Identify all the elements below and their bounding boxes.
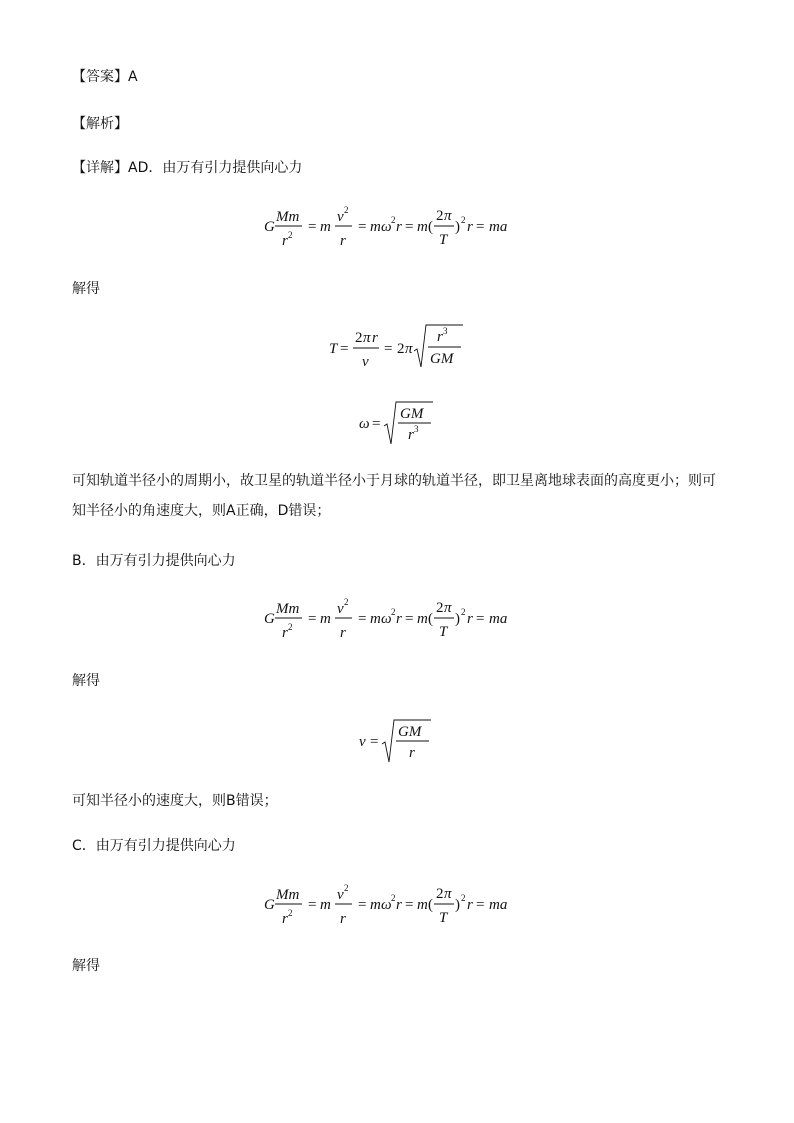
svg-text:2: 2 — [461, 215, 466, 225]
svg-text:ω: ω — [381, 611, 392, 627]
svg-text:=: = — [308, 219, 317, 235]
svg-text:G: G — [264, 611, 275, 627]
svg-text:2: 2 — [436, 886, 444, 902]
svg-text:r: r — [396, 611, 402, 627]
svg-text:r: r — [409, 745, 415, 761]
svg-text:(: ( — [428, 897, 433, 913]
equation-omega — [0, 392, 794, 452]
svg-text:Mm: Mm — [276, 601, 300, 617]
svg-text:r: r — [396, 219, 402, 235]
equation-velocity — [0, 710, 794, 770]
svg-text:π: π — [444, 208, 452, 224]
svg-text:2: 2 — [436, 208, 444, 224]
svg-text:m: m — [417, 611, 428, 627]
svg-text:m: m — [320, 219, 331, 235]
svg-text:r: r — [282, 625, 288, 641]
svg-text:=: = — [384, 341, 393, 357]
svg-text:r: r — [467, 219, 473, 235]
svg-text:v: v — [337, 209, 344, 225]
svg-text:ω: ω — [381, 219, 392, 235]
answer-label: 【答案】 — [72, 69, 128, 85]
detail-line — [72, 157, 302, 177]
svg-text:π: π — [405, 341, 413, 357]
svg-text:=: = — [405, 219, 414, 235]
svg-text:ma: ma — [489, 611, 508, 627]
svg-text:): ) — [455, 897, 460, 913]
detail-label: 【详解】 — [72, 160, 128, 176]
equation-gravity-svg — [262, 196, 532, 256]
svg-text:r: r — [467, 897, 473, 913]
svg-text:ma: ma — [489, 219, 508, 235]
svg-text:v: v — [337, 601, 344, 617]
equation-velocity-svg — [357, 710, 437, 770]
svg-text:v: v — [337, 887, 344, 903]
analysis-label: 【解析】 — [72, 116, 128, 132]
option-c-intro: C．由万有引力提供向心力 — [72, 838, 236, 854]
svg-text:2: 2 — [397, 341, 405, 357]
svg-text:π: π — [444, 600, 452, 616]
svg-text:=: = — [405, 897, 414, 913]
svg-text:T: T — [439, 232, 448, 248]
equation-gravity-c-svg — [262, 874, 532, 934]
svg-text:2: 2 — [344, 883, 349, 893]
svg-text:(: ( — [428, 611, 433, 627]
svg-text:2: 2 — [344, 597, 349, 607]
svg-text:r: r — [282, 911, 288, 927]
svg-text:2: 2 — [288, 230, 293, 240]
svg-text:m: m — [320, 611, 331, 627]
svg-text:=: = — [370, 734, 379, 750]
svg-text:r: r — [340, 625, 346, 641]
svg-text:2: 2 — [355, 330, 363, 346]
equation-period-svg — [327, 318, 467, 378]
svg-text:=: = — [340, 341, 349, 357]
conclusion-b: 可知半径小的速度大，则B错误； — [72, 793, 278, 809]
svg-text:m: m — [417, 219, 428, 235]
svg-text:2: 2 — [344, 205, 349, 215]
answer-line — [72, 66, 138, 86]
svg-text:π: π — [444, 886, 452, 902]
svg-text:ω: ω — [381, 897, 392, 913]
svg-text:r: r — [372, 330, 378, 346]
svg-text:v: v — [359, 734, 366, 750]
equation-gravity-b-svg — [262, 588, 532, 648]
equation-period — [0, 318, 794, 378]
svg-text:ma: ma — [489, 897, 508, 913]
svg-text:2: 2 — [288, 908, 293, 918]
svg-text:2: 2 — [391, 893, 396, 903]
svg-text:m: m — [417, 897, 428, 913]
equation-gravity-c — [0, 874, 794, 934]
svg-text:2: 2 — [391, 215, 396, 225]
svg-text:r: r — [282, 233, 288, 249]
svg-text:ω: ω — [359, 416, 370, 432]
svg-text:3: 3 — [443, 326, 448, 336]
svg-text:π: π — [363, 330, 371, 346]
svg-text:2: 2 — [461, 607, 466, 617]
svg-text:(: ( — [428, 219, 433, 235]
svg-text:=: = — [405, 611, 414, 627]
svg-text:2: 2 — [391, 607, 396, 617]
svg-text:T: T — [329, 341, 338, 357]
svg-text:Mm: Mm — [276, 209, 300, 225]
svg-text:Mm: Mm — [276, 887, 300, 903]
svg-text:=: = — [358, 219, 367, 235]
svg-text:m: m — [370, 219, 381, 235]
svg-text:=: = — [308, 897, 317, 913]
option-b-intro: B．由万有引力提供向心力 — [72, 553, 236, 569]
svg-text:=: = — [358, 611, 367, 627]
svg-text:m: m — [370, 897, 381, 913]
svg-text:): ) — [455, 219, 460, 235]
svg-text:GM: GM — [398, 724, 422, 740]
svg-text:=: = — [308, 611, 317, 627]
svg-text:2: 2 — [436, 600, 444, 616]
svg-text:GM: GM — [400, 406, 424, 422]
svg-text:T: T — [439, 624, 448, 640]
answer-value: A — [128, 69, 138, 85]
svg-text:=: = — [476, 219, 485, 235]
svg-text:G: G — [264, 897, 275, 913]
svg-text:=: = — [476, 897, 485, 913]
svg-text:r: r — [340, 911, 346, 927]
svg-text:r: r — [437, 329, 443, 345]
solve-label-3: 解得 — [72, 958, 100, 974]
svg-text:m: m — [370, 611, 381, 627]
svg-text:v: v — [362, 354, 369, 370]
svg-text:=: = — [358, 897, 367, 913]
svg-text:GM: GM — [430, 351, 454, 367]
equation-gravity — [0, 196, 794, 256]
svg-text:G: G — [264, 219, 275, 235]
svg-text:=: = — [372, 416, 381, 432]
svg-text:2: 2 — [461, 893, 466, 903]
conclusion-ad: 可知轨道半径小的周期小，故卫星的轨道半径小于月球的轨道半径，即卫星离地球表面的高度更小；则可知半径小的角速度大，则A正确，D错误； — [72, 473, 716, 519]
svg-text:r: r — [467, 611, 473, 627]
solve-label-1: 解得 — [72, 281, 100, 297]
svg-text:r: r — [396, 897, 402, 913]
svg-text:T: T — [439, 910, 448, 926]
equation-omega-svg — [357, 392, 437, 452]
solve-label-2: 解得 — [72, 673, 100, 689]
detail-intro: AD．由万有引力提供向心力 — [128, 160, 303, 176]
svg-text:r: r — [340, 233, 346, 249]
svg-text:3: 3 — [414, 424, 419, 434]
svg-text:=: = — [476, 611, 485, 627]
svg-text:m: m — [320, 897, 331, 913]
svg-text:): ) — [455, 611, 460, 627]
equation-gravity-b — [0, 588, 794, 648]
svg-text:r: r — [408, 427, 414, 443]
svg-text:2: 2 — [288, 622, 293, 632]
